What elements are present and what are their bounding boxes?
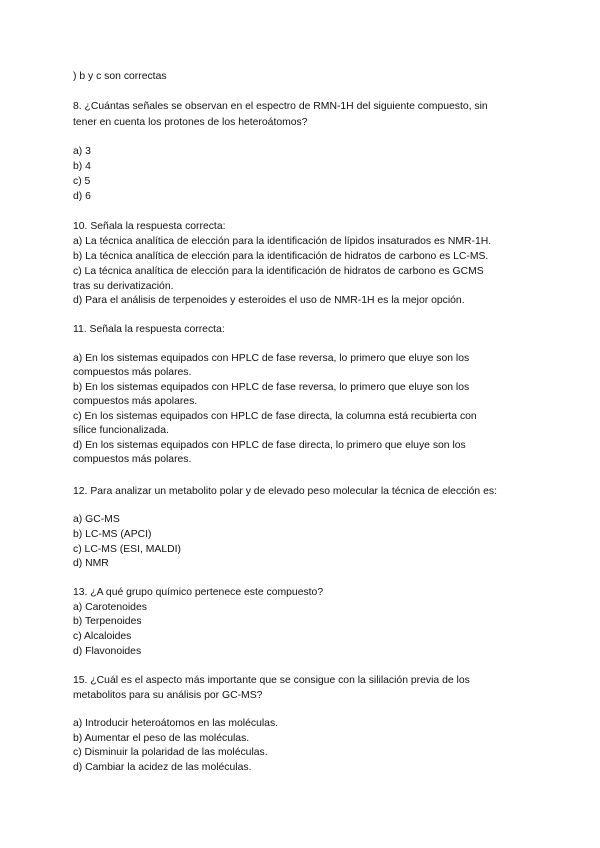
- answer-option: c) La técnica analítica de elección para la identificación de hidratos de carbono es GCMS: [73, 266, 484, 277]
- answer-option: b) La técnica analítica de elección para la identificación de hidratos de carbono es LC-MS.: [73, 251, 489, 262]
- answer-option: d) Cambiar la acidez de las moléculas.: [73, 762, 252, 773]
- text-line: ) b y c son correctas: [73, 71, 167, 82]
- answer-option: a) La técnica analítica de elección para la identificación de lípidos insaturados es NMR-1H.: [73, 236, 492, 247]
- question-10: 10. Señala la respuesta correcta:: [73, 221, 226, 232]
- answer-option: a) GC-MS: [73, 514, 120, 525]
- answer-option-continued: compuestos más polares.: [73, 454, 192, 465]
- answer-option: c) Alcaloides: [73, 631, 132, 642]
- answer-option: b) En los sistemas equipados con HPLC de fase reversa, lo primero que eluye son los: [73, 382, 470, 393]
- answer-option: c) 5: [73, 176, 91, 187]
- answer-option: b) Aumentar el peso de las moléculas.: [73, 733, 250, 744]
- answer-option: d) Flavonoides: [73, 646, 142, 657]
- answer-option: a) Introducir heteroátomos en las moléculas.: [73, 718, 279, 729]
- question-8-line-2: tener en cuenta los protones de los heteroátomos?: [73, 117, 308, 128]
- answer-option: a) Carotenoides: [73, 602, 147, 613]
- question-8-line-1: 8. ¿Cuántas señales se observan en el espectro de RMN-1H del siguiente compuesto, sin: [73, 101, 488, 112]
- answer-option: d) Para el análisis de terpenoides y esteroides el uso de NMR-1H es la mejor opción.: [73, 295, 465, 306]
- answer-option: c) LC-MS (ESI, MALDI): [73, 544, 181, 555]
- answer-option: a) En los sistemas equipados con HPLC de fase reversa, lo primero que eluye son los: [73, 353, 470, 364]
- question-12: 12. Para analizar un metabolito polar y de elevado peso molecular la técnica de elección es:: [73, 486, 497, 497]
- answer-option: a) 3: [73, 146, 91, 157]
- answer-option: c) En los sistemas equipados con HPLC de fase directa, la columna está recubierta con: [73, 411, 477, 422]
- question-15-line-2: metabolitos para su análisis por GC-MS?: [73, 690, 263, 701]
- answer-option: d) NMR: [73, 558, 109, 569]
- answer-option: d) 6: [73, 191, 91, 202]
- answer-option: c) Disminuir la polaridad de las moléculas.: [73, 747, 268, 758]
- question-13: 13. ¿A qué grupo químico pertenece este compuesto?: [73, 587, 324, 598]
- answer-option-continued: compuestos más apolares.: [73, 396, 198, 407]
- answer-option-continued: sílice funcionalizada.: [73, 425, 169, 436]
- question-15-line-1: 15. ¿Cuál es el aspecto más importante que se consigue con la sililación previa de los: [73, 675, 470, 686]
- question-11: 11. Señala la respuesta correcta:: [73, 324, 225, 335]
- answer-option: b) 4: [73, 161, 91, 172]
- answer-option: b) Terpenoides: [73, 616, 142, 627]
- answer-option-continued: tras su derivatización.: [73, 281, 174, 292]
- answer-option: b) LC-MS (APCI): [73, 529, 152, 540]
- answer-option-continued: compuestos más polares.: [73, 367, 192, 378]
- answer-option: d) En los sistemas equipados con HPLC de fase directa, lo primero que eluye son los: [73, 440, 466, 451]
